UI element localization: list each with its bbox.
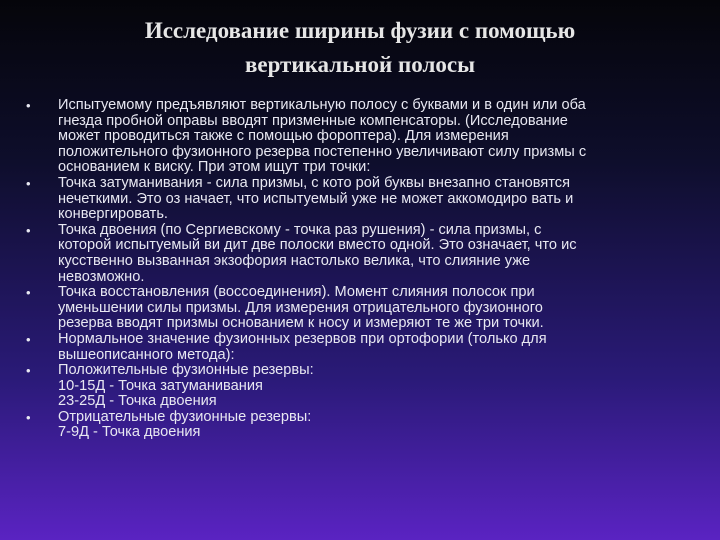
bullet-text-line: нечеткими. Это оз начает, что испытуемый уже не может аккомодиро вать и bbox=[58, 190, 574, 207]
bullet-item bbox=[26, 98, 706, 176]
bullet-text-line: может проводиться также с помощью фороптера). Для измерения bbox=[58, 128, 509, 145]
slide-title-line: вертикальной полосы bbox=[244, 52, 476, 77]
bullet-dot-icon: • bbox=[26, 175, 31, 191]
bullet-text-line: уменьшении силы призмы. Для измерения отрицательного фузионного bbox=[58, 299, 543, 316]
bullet-text-line: гнезда пробной оправы вводят призменные компенсаторы. (Исследование bbox=[58, 112, 568, 129]
bullet-text-line: Точка затуманивания - сила призмы, с кото рой буквы внезапно становятся bbox=[58, 174, 571, 191]
bullet-text-line: 23-25Д - Точка двоения bbox=[58, 393, 217, 410]
slide-title-line: Исследование ширины фузии с помощью bbox=[144, 18, 576, 43]
bullet-text-line: резерва вводят призмы основанием к носу и измеряют те же три точки. bbox=[58, 315, 544, 332]
bullet-text-line: вышеописанного метода): bbox=[58, 346, 235, 363]
bullet-dot-icon: • bbox=[26, 222, 31, 238]
bullet-item bbox=[26, 223, 706, 285]
bullet-dot-icon: • bbox=[26, 363, 31, 379]
bullet-item bbox=[26, 332, 706, 363]
bullet-dot-icon: • bbox=[26, 331, 31, 347]
bullet-text-line: Положительные фузионные резервы: bbox=[58, 362, 314, 379]
bullet-text-line: Точка восстановления (воссоединения). Момент слияния полосок при bbox=[58, 284, 535, 301]
bullet-text-line: невозможно. bbox=[58, 268, 145, 285]
slide-title bbox=[40, 14, 680, 82]
bullet-dot-icon: • bbox=[26, 285, 31, 301]
bullet-text-line: Отрицательные фузионные резервы: bbox=[58, 408, 312, 425]
bullet-list bbox=[26, 98, 706, 441]
bullet-text-line: Точка двоения (по Сергиевскому - точка раз рушения) - сила призмы, с bbox=[58, 221, 542, 238]
bullet-text-line: основанием к виску. При этом ищут три точки: bbox=[58, 159, 371, 176]
bullet-text-line: положительного фузионного резерва постепенно увеличивают силу призмы с bbox=[58, 143, 587, 160]
bullet-text-line: кусственно вызванная экзофория настолько велика, что слияние уже bbox=[58, 252, 531, 269]
bullet-text-line: конвергировать. bbox=[58, 206, 168, 223]
bullet-text-line: которой испытуемый ви дит две полоски вместо одной. Это означает, что ис bbox=[58, 237, 577, 254]
bullet-item bbox=[26, 176, 706, 223]
bullet-text-line: Испытуемому предъявляют вертикальную полосу с буквами и в один или оба bbox=[58, 97, 586, 113]
bullet-dot-icon: • bbox=[26, 98, 31, 113]
bullet-text-line: 10-15Д - Точка затуманивания bbox=[58, 377, 263, 394]
bullet-item bbox=[26, 285, 706, 332]
bullet-text-line: Нормальное значение фузионных резервов при ортофории (только для bbox=[58, 330, 547, 347]
bullet-item bbox=[26, 363, 706, 410]
bullet-item bbox=[26, 410, 706, 441]
bullet-dot-icon: • bbox=[26, 409, 31, 425]
bullet-text-line: 7-9Д - Точка двоения bbox=[58, 424, 201, 441]
